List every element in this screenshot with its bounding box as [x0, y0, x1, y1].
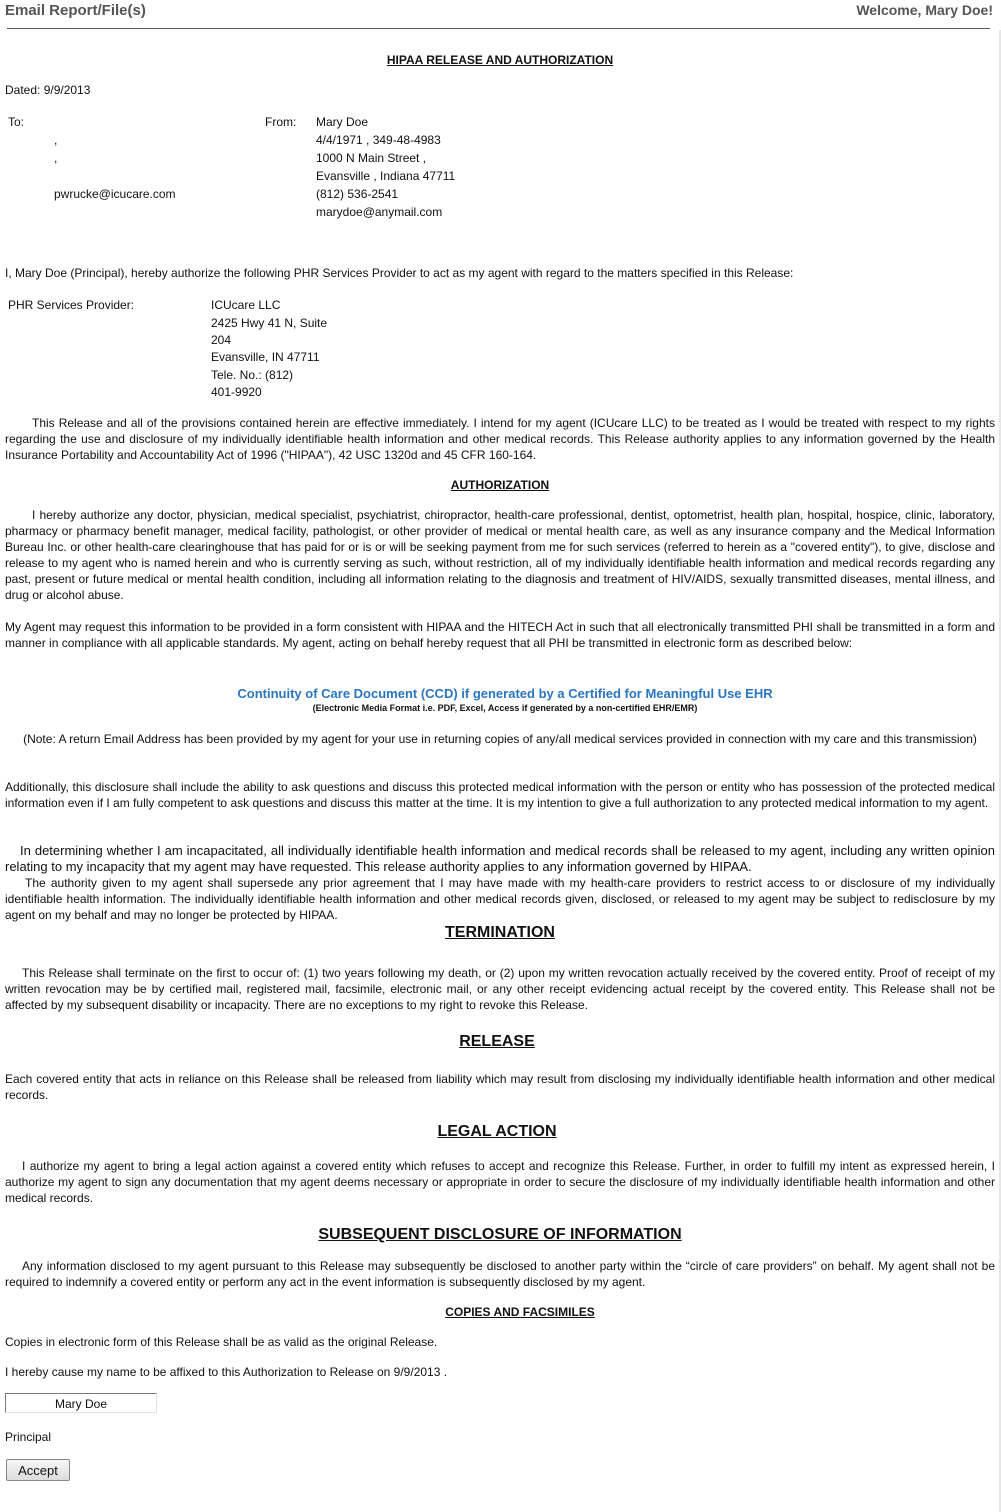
provider-line: 401-9920 — [211, 385, 262, 399]
from-address — [316, 114, 455, 222]
affix-statement: I hereby cause my name to be affixed to this Authorization to Release on 9/9/2013 . — [5, 1365, 448, 1379]
copies-paragraph: Copies in electronic form of this Release shall be as valid as the original Release. — [5, 1335, 438, 1349]
from-line: 4/4/1971 , 349-48-4983 — [316, 133, 441, 147]
legal-action-heading: LEGAL ACTION — [437, 1123, 557, 1140]
accept-button[interactable]: Accept — [6, 1459, 70, 1481]
agent-request-paragraph: My Agent may request this information to be provided in a form consistent with HIPAA and the HITECH Act in such that all electronically transmitted PHI shall be transmitted in a form and manner in compliance with all applicable standards. My agent, acting on behalf hereby request that all PHI be transmitted in electronic form as described below: — [5, 620, 995, 650]
legal-action-paragraph: I authorize my agent to bring a legal action against a covered entity which refuses to accept and recognize this Release. Further, in order to fulfill my intent as expressed herein, I authorize my agent to sign any documentation that my agent deems necessary or appropriate in order to secure the disclosure of my individually identifiable health information and other medical records. — [5, 1159, 995, 1205]
authorization-paragraph: I hereby authorize any doctor, physician, medical specialist, psychiatrist, chiropractor, health-care professional, dentist, optometrist, health plan, hospital, hospice, clinic, laboratory, pharmacy or pharmacy benefit manager, medical facility, pathologist, or other provider of medical or mental health care, as well as any insurance company and the Medical Information Bureau Inc. or other health-care clearinghouse that has paid for or is or will be seeking payment from me for such services (referred to herein as a "covered entity"), to give, disclose and release to my agent who is named herein and who is currently serving as such, without restriction, all of my individually identifiable health information and medical records regarding any past, present or future medical or mental health condition, including all information relating to the diagnosis and treatment of HIV/AIDS, sexually transmitted diseases, mental illness, and drug or alcohol abuse. — [5, 508, 995, 602]
document-title: HIPAA RELEASE AND AUTHORIZATION — [386, 53, 614, 67]
from-line: Evansville , Indiana 47711 — [316, 169, 456, 183]
release-heading: RELEASE — [459, 1033, 535, 1050]
to-address — [54, 132, 176, 204]
to-line: , — [54, 133, 58, 147]
provider-line: 2425 Hwy 41 N, Suite — [211, 316, 328, 330]
effective-paragraph: This Release and all of the provisions contained herein are effective immediately. I intend for my agent (ICUcare LLC) to be treated as I would be treated with respect to my rights regarding the use and disclosure of my individually identifiable health information and other medical records. This Release authority applies to any information governed by the Health Insurance Portability and Accountability Act of 1996 ("HIPAA"), 42 USC 1320d and 45 CFR 160-164. — [5, 416, 995, 462]
subsequent-disclosure-heading: SUBSEQUENT DISCLOSURE OF INFORMATION — [318, 1226, 682, 1243]
subsequent-disclosure-paragraph: Any information disclosed to my agent pursuant to this Release may subsequently be disclosed to another party within the “circle of care providers” on behalf. My agent shall not be required to indemnify a covered entity or perform any act in the event information is subsequently disclosed by my agent. — [5, 1259, 995, 1289]
from-label: From: — [265, 115, 297, 129]
supersede-paragraph: The authority given to my agent shall supersede any prior agreement that I may have made with my health-care providers to restrict access to or disclosure of my individually identifiable health information. The individually identifiable health information and other medical records given, disclosed, or released to my agent may be subject to redisclosure by my agent on my behalf and may no longer be protected by HIPAA. — [5, 876, 995, 922]
from-email: marydoe@anymail.com — [316, 205, 443, 219]
provider-address — [211, 297, 327, 401]
ccd-format-title: Continuity of Care Document (CCD) if generated by a Certified for Meaningful Use EHR — [237, 686, 773, 701]
principal-label: Principal — [5, 1430, 52, 1444]
to-line — [54, 168, 176, 186]
header-divider — [7, 28, 990, 29]
provider-label: PHR Services Provider: — [8, 298, 135, 312]
provider-line: 204 — [211, 333, 232, 347]
termination-paragraph: This Release shall terminate on the first to occur of: (1) two years following my death, or (2) upon my written revocation actually received by the covered entity. Proof of receipt of my written revocation may be by certified mail, registered mail, facsimile, electronic mail, or any other receipt evidencing actual receipt by the covered entity. This Release shall not be affected by my subsequent disability or incapacity. There are no exceptions to my right to revoke this Release. — [5, 966, 995, 1012]
signature-field[interactable]: Mary Doe — [5, 1393, 157, 1413]
welcome-message: Welcome, Mary Doe! — [856, 2, 993, 18]
return-email-note: (Note: A return Email Address has been provided by my agent for your use in returning copies of any/all medical services provided in connection with my care and this transmission) — [23, 732, 977, 746]
authorization-heading: AUTHORIZATION — [450, 478, 550, 492]
to-line: , — [54, 151, 58, 165]
release-paragraph: Each covered entity that acts in reliance on this Release shall be released from liability which may result from disclosing my individually identifiable health information and other medical records. — [5, 1072, 995, 1102]
from-line: 1000 N Main Street , — [316, 151, 427, 165]
incapacity-paragraph: In determining whether I am incapacitated, all individually identifiable health information and medical records shall be released to my agent, including any written opinion relating to my incapacity that my agent may have requested. This release authority applies to any information governed by HIPAA. — [5, 843, 995, 874]
ccd-format-subtitle: (Electronic Media Format i.e. PDF, Excel, Access if generated by a non-certified EHR/EMR) — [312, 703, 698, 713]
to-label: To: — [8, 115, 25, 129]
app-title: Email Report/File(s) — [5, 2, 146, 19]
to-email: pwrucke@icucare.com — [54, 187, 176, 201]
copies-heading: COPIES AND FACSIMILES — [445, 1305, 595, 1319]
dated-line: Dated: 9/9/2013 — [5, 83, 91, 97]
provider-line: Evansville, IN 47711 — [211, 350, 320, 364]
termination-heading: TERMINATION — [445, 924, 555, 941]
provider-line: Tele. No.: (812) — [211, 368, 294, 382]
provider-line: ICUcare LLC — [211, 298, 281, 312]
from-line: Mary Doe — [316, 115, 369, 129]
intro-paragraph: I, Mary Doe (Principal), hereby authorize the following PHR Services Provider to act as my agent with regard to the matters specified in this Release: — [5, 266, 794, 280]
additional-disclosure-paragraph: Additionally, this disclosure shall include the ability to ask questions and discuss this protected medical information with the person or entity who has possession of the protected medical information even if I am fully competent to ask questions and discuss this matter at the time. It is my intention to give a full authorization to any protected medical information to my agent. — [5, 780, 995, 810]
from-line: (812) 536-2541 — [316, 187, 399, 201]
